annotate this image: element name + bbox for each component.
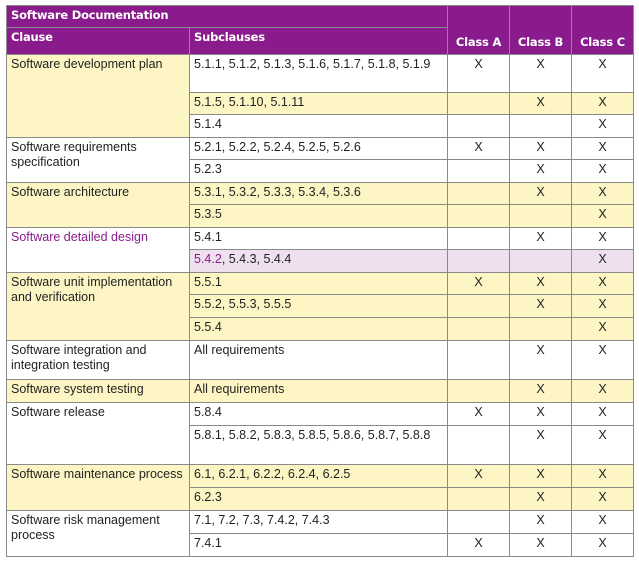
class-b-mark: X (510, 273, 572, 295)
class-b-mark: X (510, 160, 572, 183)
class-c-mark: X (572, 115, 634, 138)
header-clause: Clause (7, 28, 190, 55)
header-class-b: Class B (510, 6, 572, 55)
table-row (7, 55, 634, 93)
subclause-cell: 5.2.3 (190, 160, 448, 183)
header-subclauses: Subclauses (190, 28, 448, 55)
class-a-mark (448, 295, 510, 318)
class-a-mark (448, 341, 510, 380)
subclause-cell: 5.3.1, 5.3.2, 5.3.3, 5.3.4, 5.3.6 (190, 183, 448, 205)
table-row (7, 341, 634, 380)
class-b-mark: X (510, 403, 572, 426)
class-a-mark: X (448, 273, 510, 295)
class-a-mark (448, 250, 510, 273)
table-row (7, 403, 634, 426)
subclause-cell (190, 250, 448, 273)
class-c-mark: X (572, 93, 634, 115)
class-c-mark: X (572, 380, 634, 403)
class-c-mark: X (572, 426, 634, 465)
class-a-mark: X (448, 465, 510, 488)
class-c-mark: X (572, 534, 634, 557)
class-a-mark (448, 183, 510, 205)
class-a-mark (448, 228, 510, 250)
class-c-mark: X (572, 295, 634, 318)
subclause-cell: 7.4.1 (190, 534, 448, 557)
subclause-rest: , 5.4.3, 5.4.4 (221, 252, 292, 266)
clause-cell: Software architecture (7, 183, 190, 228)
clause-cell: Software system testing (7, 380, 190, 403)
subclause-cell: 5.1.5, 5.1.10, 5.1.11 (190, 93, 448, 115)
class-a-mark (448, 380, 510, 403)
class-b-mark: X (510, 183, 572, 205)
class-b-mark: X (510, 534, 572, 557)
class-b-mark: X (510, 341, 572, 380)
clause-cell: Software development plan (7, 55, 190, 138)
class-c-mark: X (572, 465, 634, 488)
header-class-a: Class A (448, 6, 510, 55)
table-row (7, 511, 634, 534)
class-c-mark: X (572, 138, 634, 160)
class-c-mark: X (572, 318, 634, 341)
subclause-cell: 5.1.4 (190, 115, 448, 138)
clause-cell: Software integration and integration testing (7, 341, 190, 380)
class-c-mark: X (572, 183, 634, 205)
clause-cell: Software maintenance process (7, 465, 190, 511)
class-a-mark: X (448, 403, 510, 426)
class-b-mark: X (510, 93, 572, 115)
class-a-mark: X (448, 138, 510, 160)
subclause-cell: 5.8.1, 5.8.2, 5.8.3, 5.8.5, 5.8.6, 5.8.7, 5.8.8 (190, 426, 448, 465)
class-c-mark: X (572, 250, 634, 273)
class-c-mark: X (572, 55, 634, 93)
subclause-cell: All requirements (190, 380, 448, 403)
class-b-mark: X (510, 295, 572, 318)
table-row (7, 138, 634, 160)
class-c-mark: X (572, 160, 634, 183)
class-b-mark: X (510, 380, 572, 403)
class-c-mark: X (572, 403, 634, 426)
subclause-cell: 5.8.4 (190, 403, 448, 426)
subclause-cell: 7.1, 7.2, 7.3, 7.4.2, 7.4.3 (190, 511, 448, 534)
class-c-mark: X (572, 511, 634, 534)
subclause-cell: 5.5.2, 5.5.3, 5.5.5 (190, 295, 448, 318)
subclause-cell: 6.2.3 (190, 488, 448, 511)
class-b-mark: X (510, 228, 572, 250)
subclause-cell: 5.5.4 (190, 318, 448, 341)
subclause-cell: 5.5.1 (190, 273, 448, 295)
clause-cell: Software risk management process (7, 511, 190, 557)
highlighted-subclause: 5.4.2 (194, 252, 222, 266)
table-row (7, 380, 634, 403)
class-c-mark: X (572, 488, 634, 511)
class-a-mark (448, 205, 510, 228)
class-a-mark (448, 93, 510, 115)
class-b-mark (510, 250, 572, 273)
documentation-table (6, 5, 634, 557)
class-b-mark: X (510, 426, 572, 465)
class-c-mark: X (572, 228, 634, 250)
subclause-cell: 5.1.1, 5.1.2, 5.1.3, 5.1.6, 5.1.7, 5.1.8, 5.1.9 (190, 55, 448, 93)
clause-cell: Software unit implementation and verification (7, 273, 190, 341)
class-b-mark: X (510, 138, 572, 160)
table-row (7, 228, 634, 250)
class-b-mark (510, 205, 572, 228)
class-b-mark: X (510, 465, 572, 488)
class-a-mark (448, 160, 510, 183)
subclause-cell: 6.1, 6.2.1, 6.2.2, 6.2.4, 6.2.5 (190, 465, 448, 488)
subclause-cell: 5.2.1, 5.2.2, 5.2.4, 5.2.5, 5.2.6 (190, 138, 448, 160)
class-a-mark (448, 511, 510, 534)
title-row (7, 6, 634, 28)
class-b-mark: X (510, 511, 572, 534)
subclause-cell: 5.3.5 (190, 205, 448, 228)
clause-cell: Software release (7, 403, 190, 465)
class-a-mark: X (448, 534, 510, 557)
subclause-cell: All requirements (190, 341, 448, 380)
class-a-mark (448, 318, 510, 341)
class-b-mark: X (510, 488, 572, 511)
table-row (7, 465, 634, 488)
class-c-mark: X (572, 205, 634, 228)
subclause-cell: 5.4.1 (190, 228, 448, 250)
class-b-mark: X (510, 55, 572, 93)
class-a-mark (448, 488, 510, 511)
class-c-mark: X (572, 273, 634, 295)
table-title: Software Documentation (7, 6, 448, 28)
class-c-mark: X (572, 341, 634, 380)
clause-cell: Software detailed design (7, 228, 190, 273)
clause-cell: Software requirements specification (7, 138, 190, 183)
class-a-mark: X (448, 55, 510, 93)
class-a-mark (448, 115, 510, 138)
class-b-mark (510, 115, 572, 138)
class-b-mark (510, 318, 572, 341)
table-row (7, 273, 634, 295)
class-a-mark (448, 426, 510, 465)
table-row (7, 183, 634, 205)
documentation-table-container (6, 5, 634, 557)
header-class-c: Class C (572, 6, 634, 55)
